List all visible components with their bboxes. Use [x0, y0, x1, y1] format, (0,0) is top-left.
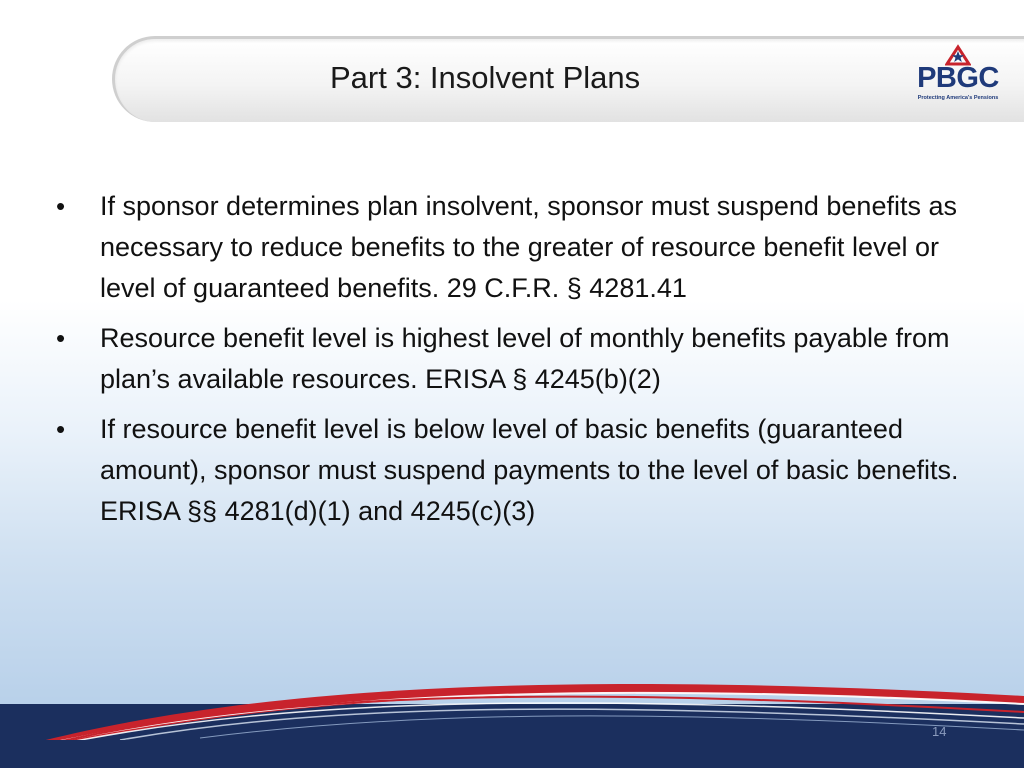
slide-title: Part 3: Insolvent Plans: [330, 60, 641, 95]
flag-swoosh-decoration: [0, 640, 1024, 740]
bullet-text: If resource benefit level is below level of basic benefits (guaranteed amount), sponsor must suspend payments to the level of basic benefits. ERISA §§ 4281(d)(1) and 4245(c)(3): [100, 414, 959, 526]
logo-wordmark: PBGC: [917, 62, 999, 94]
page-number: 14: [932, 724, 947, 739]
bullet-text: If sponsor determines plan insolvent, sponsor must suspend benefits as necessary to reduce benefits to the greater of resource benefit level or level of guaranteed benefits. 29 C.F.R. § 4281.41: [100, 191, 957, 303]
bullet-mark: •: [56, 414, 66, 444]
bullet-item: [56, 318, 976, 400]
bullet-mark: •: [56, 323, 66, 353]
bullet-mark: •: [56, 191, 66, 221]
bullet-item: [56, 409, 976, 532]
bullet-item: [56, 186, 976, 309]
pbgc-logo: [912, 44, 1004, 110]
logo-tagline: Protecting America's Pensions: [917, 95, 999, 101]
bullet-list: [56, 186, 976, 541]
bullet-text: Resource benefit level is highest level of monthly benefits payable from plan’s available resources. ERISA § 4245(b)(2): [100, 323, 950, 394]
